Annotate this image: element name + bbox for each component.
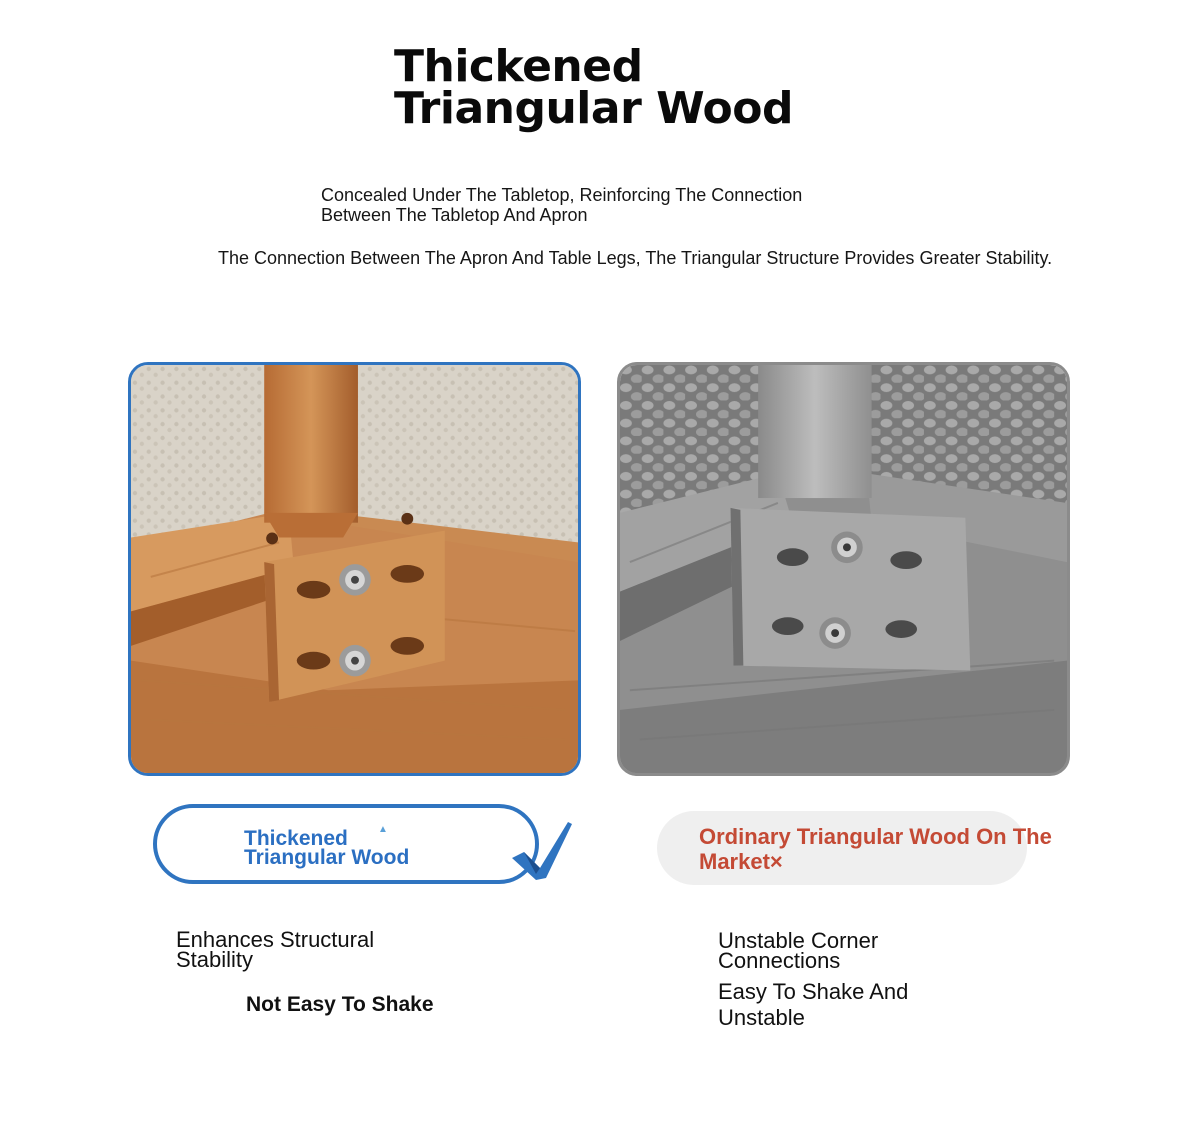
ordinary-wood-label-line-2: Market× — [699, 849, 783, 874]
thickened-wood-label-line-2: Triangular Wood — [244, 846, 410, 869]
thickened-wood-illustration — [131, 365, 578, 773]
checkmark-icon — [506, 818, 576, 880]
bad-feature-unstable-line-2: Connections — [718, 948, 841, 973]
thickened-wood-label — [244, 829, 504, 867]
good-feature-stability-line-1: Enhances Structural — [176, 927, 375, 952]
subtitle-line-2: Between The Tabletop And Apron — [321, 205, 588, 225]
bad-feature-shake-line-1: Easy To Shake And — [718, 979, 909, 1004]
bad-feature-shake — [718, 979, 1018, 1031]
description: The Connection Between The Apron And Table Legs, The Triangular Structure Provides Greater Stability. — [218, 248, 1053, 268]
subtitle — [321, 185, 881, 225]
sparkle-icon: ▲ — [378, 824, 388, 835]
ordinary-wood-illustration — [620, 365, 1067, 773]
ordinary-wood-photo — [617, 362, 1070, 776]
thickened-wood-photo — [128, 362, 581, 776]
title-line-2: Triangular Wood — [394, 83, 794, 134]
good-feature-stability — [176, 927, 476, 972]
page-title — [394, 41, 854, 134]
subtitle-line-1: Concealed Under The Tabletop, Reinforcing The Connection — [321, 185, 803, 205]
ordinary-wood-label — [699, 824, 1079, 874]
title-line-1: Thickened — [394, 41, 643, 92]
thickened-wood-label-line-1: Thickened — [244, 827, 348, 850]
bad-feature-shake-line-2: Unstable — [718, 1005, 805, 1030]
ordinary-wood-label-line-1: Ordinary Triangular Wood On The — [699, 824, 1052, 849]
bad-feature-unstable-line-1: Unstable Corner — [718, 928, 879, 953]
good-feature-stability-line-2: Stability — [176, 947, 254, 972]
good-feature-no-shake: Not Easy To Shake — [246, 993, 434, 1016]
bad-feature-unstable — [718, 928, 1018, 973]
